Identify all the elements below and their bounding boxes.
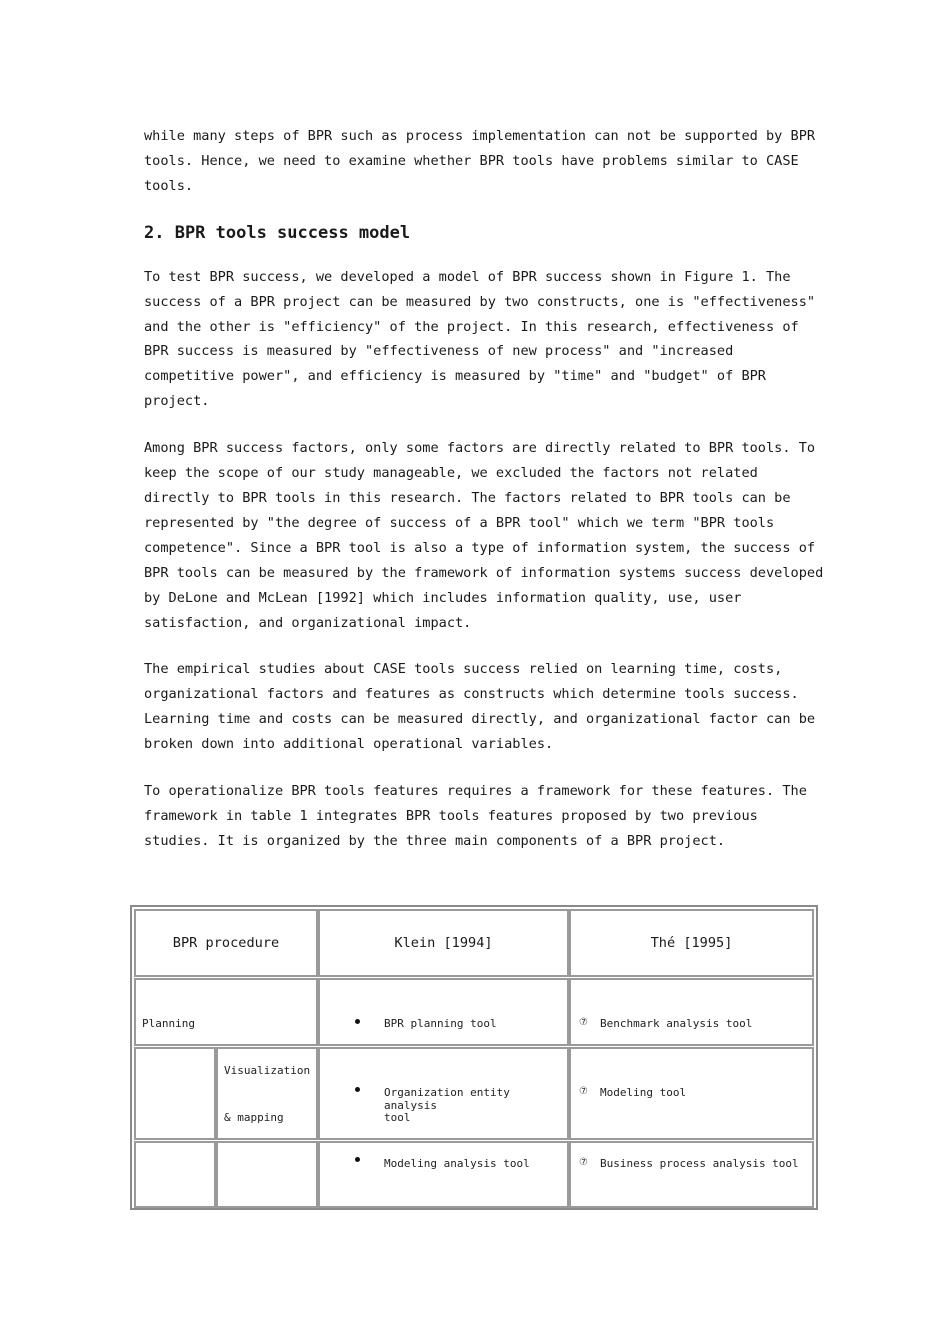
header-the bbox=[569, 909, 814, 977]
text-line: To operationalize BPR tools features requires a framework for these features. The bbox=[144, 783, 807, 800]
bullet-icon bbox=[355, 1019, 360, 1024]
text-line: Among BPR success factors, only some factors are directly related to BPR tools. To bbox=[144, 440, 816, 457]
text-line: organizational factors and features as constructs which determine tools success. bbox=[144, 686, 799, 703]
tool-label: BPR planning tool bbox=[384, 1017, 497, 1030]
header-label: Klein [1994] bbox=[394, 935, 493, 951]
text-line: by DeLone and McLean [1992] which includes information quality, use, user bbox=[144, 589, 742, 606]
tool-label: Business process analysis tool bbox=[600, 1157, 799, 1170]
text-line: represented by "the degree of success of a BPR tool" which we term "BPR tools bbox=[144, 514, 775, 531]
cell-the-row3 bbox=[569, 1141, 814, 1208]
text-line: competitive power", and efficiency is measured by "time" and "budget" of BPR bbox=[144, 368, 766, 385]
text-line: To test BPR success, we developed a model of BPR success shown in Figure 1. The bbox=[144, 268, 791, 285]
header-label: Thé [1995] bbox=[650, 935, 733, 951]
subprocedure-label: Visualization bbox=[224, 1064, 311, 1077]
text-line: The empirical studies about CASE tools success relied on learning time, costs, bbox=[144, 661, 783, 678]
tool-label: Organization entity analysis bbox=[384, 1086, 510, 1112]
circled-number-icon: ⑦ bbox=[579, 1017, 588, 1028]
cell-planning bbox=[134, 978, 318, 1046]
text-line: BPR success is measured by "effectiveness of new process" and "increased bbox=[144, 343, 734, 360]
text-line: satisfaction, and organizational impact. bbox=[144, 614, 472, 631]
text-line: keep the scope of our study manageable, we excluded the factors not related bbox=[144, 465, 758, 482]
circled-number-icon: ⑦ bbox=[579, 1086, 588, 1097]
text-line: success of a BPR project can be measured by two constructs, one is "effectiveness" bbox=[144, 293, 816, 310]
text-line: tools. Hence, we need to examine whether BPR tools have problems similar to CASE bbox=[144, 152, 799, 169]
paragraph-model bbox=[144, 265, 824, 414]
header-bpr-procedure bbox=[134, 909, 318, 977]
cell-klein-row3 bbox=[318, 1141, 569, 1208]
header-klein bbox=[318, 909, 569, 977]
tool-label: Modeling tool bbox=[600, 1086, 687, 1099]
text-line: and the other is "efficiency" of the project. In this research, effectiveness of bbox=[144, 318, 799, 335]
text-line: competence". Since a BPR tool is also a type of information system, the success of bbox=[144, 539, 816, 556]
cell-the-row1 bbox=[569, 978, 814, 1046]
text-line: framework in table 1 integrates BPR tools features proposed by two previous bbox=[144, 807, 758, 824]
bpr-tools-table bbox=[130, 905, 818, 1210]
cell-empty-sub-row3 bbox=[216, 1141, 318, 1208]
cell-the-row2 bbox=[569, 1047, 814, 1140]
header-label: BPR procedure bbox=[172, 935, 280, 951]
circled-number-icon: ⑦ bbox=[579, 1157, 588, 1168]
text-line: while many steps of BPR such as process implementation can not be supported by BPR bbox=[144, 128, 816, 144]
paragraph-intro bbox=[144, 124, 824, 199]
bullet-icon bbox=[355, 1157, 360, 1162]
text-line: directly to BPR tools in this research. The factors related to BPR tools can be bbox=[144, 489, 791, 506]
document-body bbox=[144, 124, 824, 854]
cell-klein-row1 bbox=[318, 978, 569, 1046]
cell-empty-left-row3 bbox=[134, 1141, 216, 1208]
text-line: project. bbox=[144, 393, 210, 410]
subprocedure-label: & mapping bbox=[224, 1111, 284, 1124]
paragraph-case-tools bbox=[144, 657, 824, 757]
tool-label: Benchmark analysis tool bbox=[600, 1017, 753, 1030]
text-line: Learning time and costs can be measured directly, and organizational factor can be bbox=[144, 711, 816, 728]
tool-label: tool bbox=[384, 1111, 411, 1124]
cell-visualization-mapping bbox=[216, 1047, 318, 1140]
section-heading: 2. BPR tools success model bbox=[144, 222, 411, 243]
tool-label: Modeling analysis tool bbox=[384, 1157, 530, 1170]
procedure-label: Planning bbox=[142, 1017, 195, 1030]
cell-empty-left-row2 bbox=[134, 1047, 216, 1140]
bullet-icon bbox=[355, 1087, 360, 1092]
cell-klein-row2 bbox=[318, 1047, 569, 1140]
text-line: tools. bbox=[144, 177, 194, 194]
paragraph-factors bbox=[144, 436, 824, 635]
paragraph-framework bbox=[144, 779, 824, 854]
text-line: broken down into additional operational variables. bbox=[144, 736, 554, 753]
text-line: BPR tools can be measured by the framework of information systems success developed bbox=[144, 564, 824, 581]
text-line: studies. It is organized by the three main components of a BPR project. bbox=[144, 832, 726, 849]
